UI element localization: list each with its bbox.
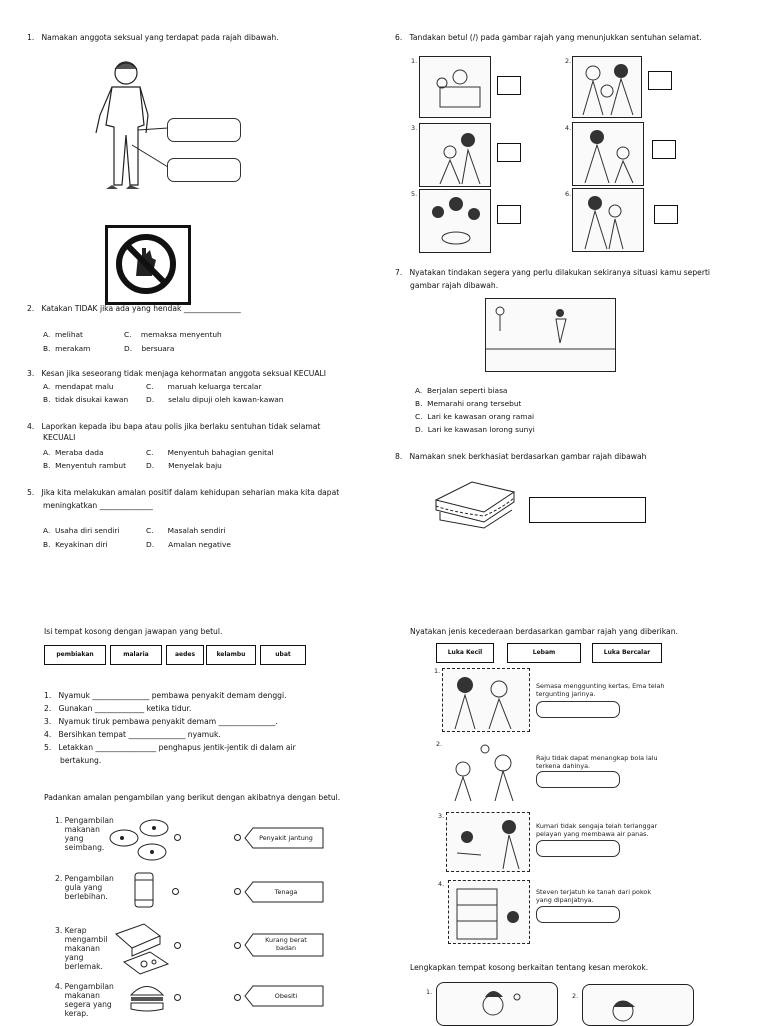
illustration-injury-2 (443, 741, 528, 801)
q2-option-c[interactable]: C. memaksa menyentuh (124, 330, 222, 339)
pic-number: 1. (411, 57, 418, 65)
question-7-line2: gambar rajah dibawah. (410, 281, 499, 290)
injury-text-1: Semasa menggunting kertas, Ema telah tergunting jarinya. (536, 682, 665, 699)
tick-box-6[interactable] (654, 205, 678, 224)
match-right-3: Kurang berat badan (265, 936, 307, 953)
match-right-2: Tenaga (274, 888, 298, 896)
match-dot-right-4[interactable] (234, 994, 241, 1001)
pic-number: 2. (565, 57, 572, 65)
word-box-aedes: aedes (166, 645, 204, 665)
question-4-line2: KECUALI (43, 433, 76, 442)
q2-option-b[interactable]: B. merakam (43, 344, 91, 353)
injury-choice-luka-kecil: Luka Kecil (436, 643, 494, 663)
q2-option-a[interactable]: A. melihat (43, 330, 83, 339)
q5-option-b[interactable]: B. Keyakinan diri (43, 540, 108, 549)
match-dot-right-3[interactable] (234, 942, 241, 949)
injury-choice-lebam: Lebam (507, 643, 581, 663)
word-box-malaria: malaria (110, 645, 162, 665)
balanced-meal-icon (108, 818, 174, 862)
q5-option-a[interactable]: A. Usaha diri sendiri (43, 526, 120, 535)
q3-option-b[interactable]: B. tidak disukai kawan (43, 395, 129, 404)
fill-item-1[interactable]: 1. Nyamuk _______________ pembawa penyakit demam denggi. (44, 691, 287, 700)
illustration-injury-1 (442, 668, 530, 732)
soda-can-icon (132, 870, 156, 910)
injury-choice-luka-bercalar: Luka Bercalar (592, 643, 662, 663)
fill-item-2[interactable]: 2. Gunakan _____________ ketika tidur. (44, 704, 192, 713)
match-title: Padankan amalan pengambilan yang berikut dengan akibatnya dengan betul. (44, 793, 341, 802)
q5-option-c[interactable]: C. Masalah sendiri (146, 526, 226, 535)
smoking-pic-number: 2. (572, 992, 579, 1000)
word-box-kelambu: kelambu (206, 645, 256, 665)
q5-option-d[interactable]: D. Amalan negative (146, 540, 231, 549)
injury-answer-3[interactable] (536, 840, 620, 857)
injury-text-2: Raju tidak dapat menangkap bola lalu terkena dahinya. (536, 754, 658, 771)
fill-blank-title: Isi tempat kosong dengan jawapan yang betul. (44, 627, 223, 636)
question-5-line2: meningkatkan ______________ (43, 501, 153, 510)
answer-box-8[interactable] (529, 497, 646, 523)
match-left-2: 2. Pengambilan gula yang berlebihan. (55, 874, 114, 901)
q7-option-d[interactable]: D. Lari ke kawasan lorong sunyi (415, 425, 535, 434)
q4-option-a[interactable]: A. Meraba dada (43, 448, 104, 457)
illustration-stranger-street (485, 298, 616, 372)
word-box-ubat: ubat (260, 645, 306, 665)
no-touch-sign (105, 225, 191, 305)
injury-text-4: Steven terjatuh ke tanah dari pokok yang dipanjatnya. (536, 888, 652, 905)
injury-text-3: Kumari tidak sengaja telah terlanggar pelayan yang membawa air panas. (536, 822, 658, 839)
illustration-touch-3 (419, 123, 491, 187)
tick-box-2[interactable] (648, 71, 672, 90)
fill-item-5-line2: bertakung. (60, 756, 102, 765)
match-right-4: Obesiti (274, 992, 298, 1000)
tick-box-5[interactable] (497, 205, 521, 224)
fill-item-5[interactable]: 5. Letakkan ________________ penghapus jentik-jentik di dalam air (44, 743, 296, 752)
match-dot-left-1[interactable] (174, 834, 181, 841)
match-dot-left-3[interactable] (174, 942, 181, 949)
match-left-3: 3. Kerap mengambil makanan yang berlemak. (55, 926, 108, 971)
q7-option-b[interactable]: B. Memarahi orang tersebut (415, 399, 522, 408)
match-left-4: 4. Pengambilan makanan segera yang kerap. (55, 982, 114, 1018)
injury-title: Nyatakan jenis kecederaan berdasarkan gambar rajah yang diberikan. (410, 627, 678, 636)
tick-box-4[interactable] (652, 140, 676, 159)
injury-answer-4[interactable] (536, 906, 620, 923)
butter-cheese-icon (110, 922, 174, 976)
question-5: 5. Jika kita melakukan amalan positif dalam kehidupan seharian maka kita dapat (27, 488, 340, 497)
match-dot-right-1[interactable] (234, 834, 241, 841)
pic-number: 6. (565, 190, 572, 198)
match-dot-left-2[interactable] (172, 888, 179, 895)
illustration-touch-6 (572, 188, 644, 252)
match-left-1: 1. Pengambilan makanan yang seimbang. (55, 816, 114, 852)
illustration-touch-4 (572, 122, 644, 186)
smoking-pic-number: 1. (426, 988, 433, 996)
sandwich-icon (432, 478, 518, 530)
question-8: 8. Namakan snek berkhasiat berdasarkan gambar rajah dibawah (395, 452, 647, 461)
q3-option-a[interactable]: A. mendapat malu (43, 382, 114, 391)
burger-icon (128, 980, 166, 1014)
question-2: 2. Katakan TIDAK jika ada yang hendak _______________ (27, 304, 241, 313)
injury-item-number: 4. (438, 880, 445, 888)
injury-answer-1[interactable] (536, 701, 620, 718)
question-6: 6. Tandakan betul (/) pada gambar rajah yang menunjukkan sentuhan selamat. (395, 33, 702, 42)
illustration-touch-2 (572, 56, 642, 118)
question-7: 7. Nyatakan tindakan segera yang perlu dilakukan sekiranya situasi kamu seperti (395, 268, 711, 277)
pic-number: 4. (565, 124, 572, 132)
pic-number: 3. (411, 124, 418, 132)
injury-item-number: 2. (436, 740, 443, 748)
injury-item-number: 1. (434, 667, 441, 675)
injury-item-number: 3. (438, 812, 445, 820)
pic-number: 5. (411, 190, 418, 198)
q4-option-b[interactable]: B. Menyentuh rambut (43, 461, 126, 470)
question-1: 1. Namakan anggota seksual yang terdapat pada rajah dibawah. (27, 33, 279, 42)
illustration-injury-3 (446, 812, 530, 872)
question-3: 3. Kesan jika seseorang tidak menjaga kehormatan anggota seksual KECUALI (27, 369, 327, 378)
word-box-pembiakan: pembiakan (44, 645, 106, 665)
q7-option-a[interactable]: A. Berjalan seperti biasa (415, 386, 508, 395)
illustration-touch-1 (419, 56, 491, 118)
answer-box-1b[interactable] (167, 158, 241, 182)
no-touch-icon (108, 228, 188, 302)
illustration-touch-5 (419, 189, 491, 253)
match-dot-right-2[interactable] (234, 888, 241, 895)
match-dot-left-4[interactable] (174, 994, 181, 1001)
question-4: 4. Laporkan kepada ibu bapa atau polis jika berlaku sentuhan tidak selamat (27, 422, 321, 431)
illustration-injury-4 (448, 880, 530, 944)
illustration-smoking-1 (436, 982, 558, 1026)
q3-option-d[interactable]: D. selalu dipuji oleh kawan-kawan (146, 395, 284, 404)
fill-item-3[interactable]: 3. Nyamuk tiruk pembawa penyakit demam _______________. (44, 717, 278, 726)
q4-option-d[interactable]: D. Menyelak baju (146, 461, 222, 470)
answer-box-1a[interactable] (167, 118, 241, 142)
tick-box-3[interactable] (497, 143, 521, 162)
smoking-title: Lengkapkan tempat kosong berkaitan tentang kesan merokok. (410, 963, 649, 972)
illustration-smoking-2 (582, 984, 694, 1026)
q2-option-d[interactable]: D. bersuara (124, 344, 175, 353)
tick-box-1[interactable] (497, 76, 521, 95)
match-right-1: Penyakit jantung (259, 834, 313, 842)
injury-answer-2[interactable] (536, 771, 620, 788)
q4-option-c[interactable]: C. Menyentuh bahagian genital (146, 448, 274, 457)
fill-item-4[interactable]: 4. Bersihkan tempat _______________ nyamuk. (44, 730, 221, 739)
q3-option-c[interactable]: C. maruah keluarga tercalar (146, 382, 262, 391)
q7-option-c[interactable]: C. Lari ke kawasan orang ramai (415, 412, 535, 421)
